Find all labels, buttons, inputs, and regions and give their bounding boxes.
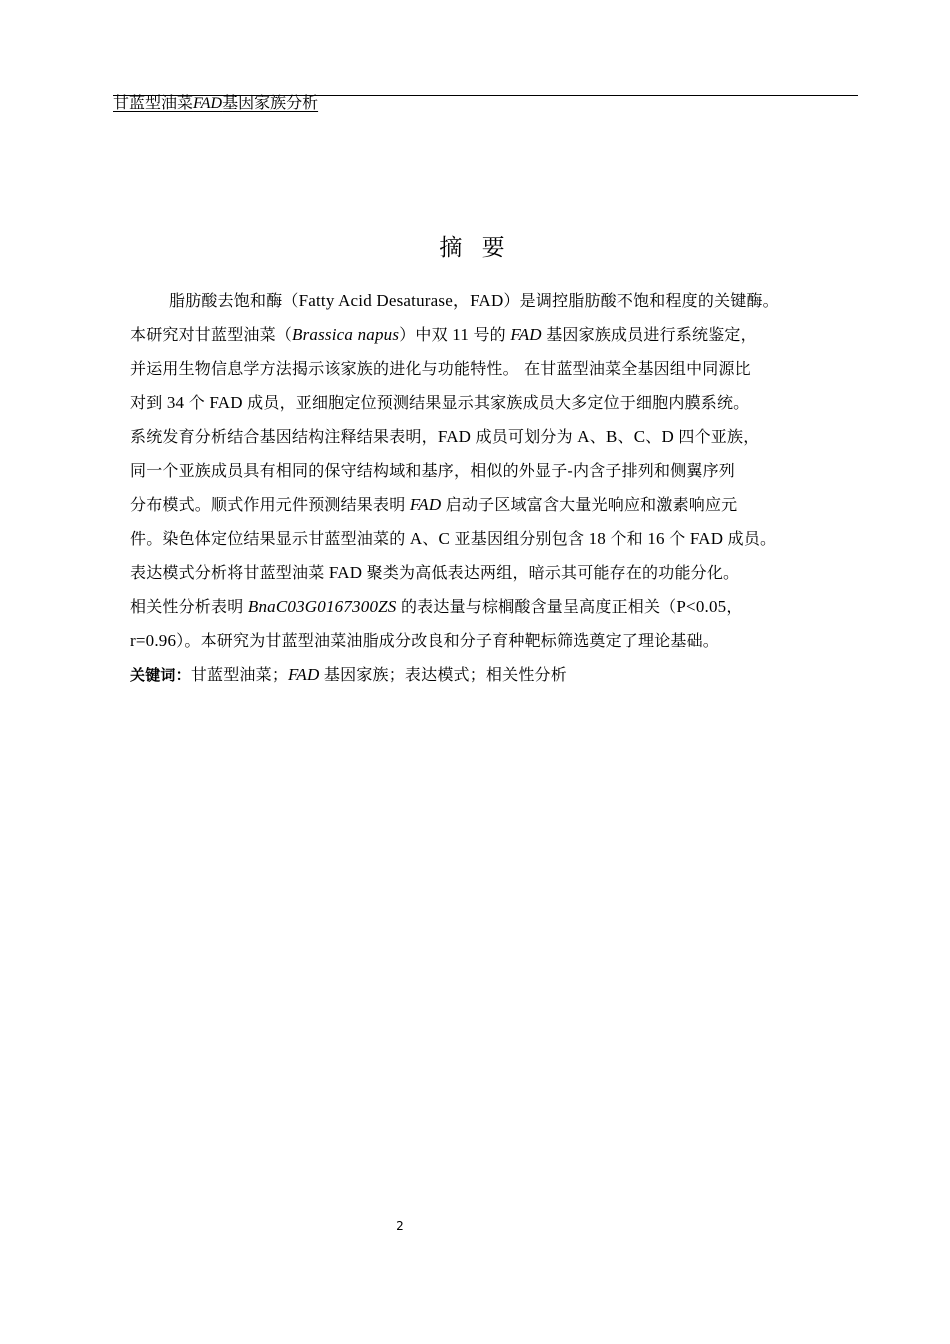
abstract-line-3: 并运用生物信息学方法揭示该家族的进化与功能特性。 在甘蓝型油菜全基因组中同源比 <box>130 359 751 378</box>
abstract-line-6: 同一个亚族成员具有相同的保守结构域和基序，相似的外显子-内含子排列和侧翼序列 <box>130 461 736 480</box>
text-run: A <box>405 529 423 548</box>
gene-name: FAD <box>405 495 446 514</box>
text-run: C <box>438 529 455 548</box>
text-run: 、 <box>645 427 662 446</box>
text-run: 基因家族成员进行系统鉴定， <box>546 325 757 344</box>
header-title <box>113 93 318 114</box>
text-run: 启动子区域富含大量光响应和激素响应元 <box>445 495 738 514</box>
abstract-line-10 <box>130 590 875 624</box>
text-run: 成员可划分为 <box>475 427 573 446</box>
text-run: 、 <box>617 427 634 446</box>
header-title-prefix: 甘蓝型油菜 <box>113 93 194 112</box>
text-run: 34 <box>162 393 189 412</box>
text-run: 16 <box>642 529 670 548</box>
abstract-body <box>130 284 875 692</box>
abstract-line-1 <box>130 284 875 318</box>
text-run: r=0.96 <box>130 631 177 650</box>
text-run: 亚基因组分别包含 <box>454 529 585 548</box>
species-name: Brassica napus <box>292 325 400 344</box>
text-run: 相关性分析表明 <box>130 597 244 616</box>
abstract-line-8 <box>130 522 875 556</box>
keyword-1: 甘蓝型油菜； <box>190 665 289 684</box>
header-title-italic: FAD <box>193 95 223 112</box>
text-run: 的表达量与棕榈酸含量呈高度正相关（ <box>400 597 677 616</box>
text-run: 号的 <box>473 325 506 344</box>
text-run: ， <box>726 597 743 616</box>
text-run: 系统发育分析结合基因结构注释结果表明， <box>130 427 438 446</box>
text-run: B <box>605 427 618 446</box>
text-run: FAD <box>324 563 367 582</box>
text-run: 脂肪酸去饱和酶（ <box>169 291 299 310</box>
text-run: 个和 <box>610 529 643 548</box>
text-run: 、 <box>422 529 439 548</box>
text-run: ）。本研究为甘蓝型油菜油脂成分改良和分子育种靶标筛选奠定了理论基础。 <box>176 631 720 650</box>
abstract-title: 摘 要 <box>439 235 511 261</box>
text-run: 对到 <box>130 393 163 412</box>
abstract-line-5 <box>130 420 875 454</box>
text-run: 18 <box>584 529 611 548</box>
header-title-suffix: 基因家族分析 <box>222 93 319 112</box>
text-run: ）是调控脂肪酸不饱和程度的关键酶。 <box>503 291 779 310</box>
text-run: Fatty Acid Desaturase，FAD <box>298 291 504 310</box>
gene-name: FAD <box>505 325 547 344</box>
text-run: 四个亚族， <box>678 427 760 446</box>
text-run: 表达模式分析将甘蓝型油菜 <box>130 563 325 582</box>
text-run: D <box>661 427 679 446</box>
text-run: 个 <box>669 529 686 548</box>
text-run: FAD <box>685 529 728 548</box>
text-run: 本研究对甘蓝型油菜（ <box>130 325 293 344</box>
text-run: 个 <box>188 393 205 412</box>
text-run: C <box>633 427 646 446</box>
keywords-line <box>130 658 875 692</box>
text-run: 、 <box>589 427 606 446</box>
text-run: FAD <box>204 393 248 412</box>
running-header <box>113 90 858 114</box>
keywords-label: 关键词： <box>130 666 191 684</box>
abstract-line-2 <box>130 318 875 352</box>
text-run: 件。染色体定位结果显示甘蓝型油菜的 <box>130 529 406 548</box>
keyword-rest: 基因家族；表达模式；相关性分析 <box>323 665 567 684</box>
abstract-line-9 <box>130 556 875 590</box>
text-run: 聚类为高低表达两组，暗示其可能存在的功能分化。 <box>366 563 740 582</box>
text-run: 11 <box>447 325 474 344</box>
page-number: 2 <box>396 1219 404 1233</box>
text-run: FAD <box>437 427 476 446</box>
text-run: 成员。 <box>727 529 777 548</box>
gene-id: BnaC03G0167300ZS <box>243 597 401 616</box>
text-run: A <box>572 427 590 446</box>
text-run: ）中双 <box>399 325 448 344</box>
abstract-line-4 <box>130 386 875 420</box>
keyword-2-italic: FAD <box>288 665 324 684</box>
abstract-line-7 <box>130 488 875 522</box>
text-run: P<0.05 <box>676 597 727 616</box>
abstract-line-11 <box>130 624 875 658</box>
text-run: 成员，亚细胞定位预测结果显示其家族成员大多定位于细胞内膜系统。 <box>247 393 750 412</box>
text-run: 分布模式。顺式作用元件预测结果表明 <box>130 495 406 514</box>
